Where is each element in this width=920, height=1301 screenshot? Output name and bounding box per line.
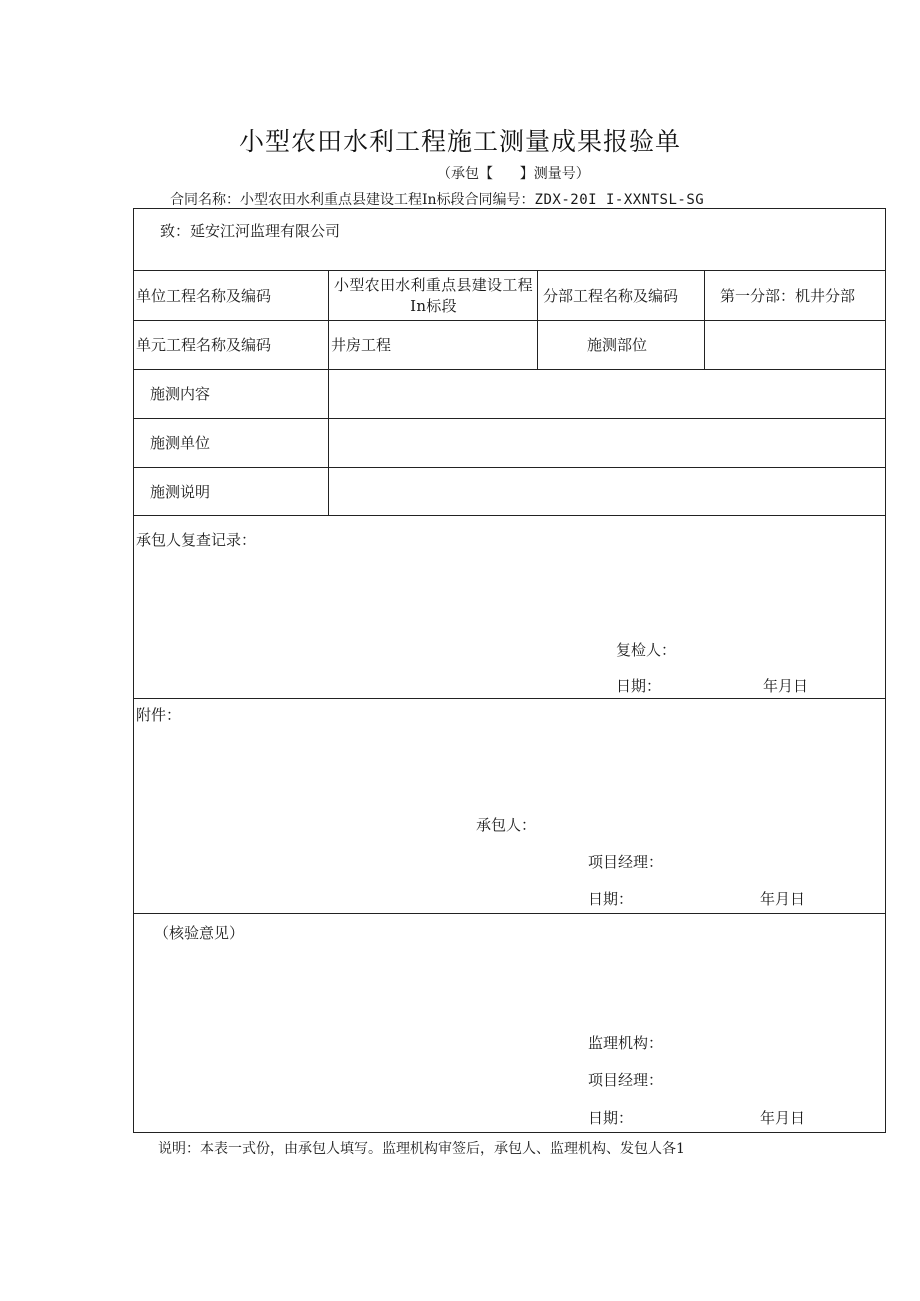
row-divider <box>134 515 885 516</box>
sub-project-value: 第一分部：机井分部 <box>720 287 856 305</box>
attachment-label: 附件： <box>136 706 182 724</box>
review-ymd: 年月日 <box>763 677 809 695</box>
form-table <box>133 208 886 1133</box>
survey-unit-label: 施测单位 <box>150 434 211 452</box>
footnote: 说明：本表一式份，由承包人填写。监理机构审签后，承包人、监理机构、发包人各1 <box>158 1141 685 1157</box>
row-divider <box>134 418 885 419</box>
attachment-manager-label: 项目经理： <box>588 853 664 871</box>
verification-manager-label: 项目经理： <box>588 1071 664 1089</box>
row-divider <box>134 369 885 370</box>
attachment-contractor-label: 承包人： <box>476 816 537 834</box>
survey-location-label: 施测部位 <box>587 336 648 354</box>
col-divider <box>328 270 329 515</box>
col-divider <box>537 270 538 369</box>
row-divider <box>134 270 885 271</box>
element-project-label: 单元工程名称及编码 <box>136 336 272 354</box>
row-divider <box>134 698 885 699</box>
form-title: 小型农田水利工程施工测量成果报验单 <box>238 127 681 156</box>
contract-label: 合同名称：小型农田水利重点县建设工程In标段合同编号： <box>170 192 535 208</box>
survey-description-label: 施测说明 <box>150 483 211 501</box>
contract-code: ZDX-20I I-XXNTSL-SG <box>534 192 705 208</box>
review-checker-label: 复检人： <box>616 641 677 659</box>
sub-project-label: 分部工程名称及编码 <box>543 287 679 305</box>
review-label: 承包人复查记录： <box>136 531 257 549</box>
unit-project-value: 小型农田水利重点县建设工程In标段 <box>334 276 533 315</box>
verification-label: （核验意见） <box>154 924 245 942</box>
attachment-ymd: 年月日 <box>760 890 806 908</box>
verification-date-label: 日期： <box>588 1109 634 1127</box>
survey-content-label: 施测内容 <box>150 385 211 403</box>
verification-ymd: 年月日 <box>760 1109 806 1127</box>
col-divider <box>704 270 705 369</box>
addressee: 致：延安江河监理有限公司 <box>160 222 341 240</box>
review-date-label: 日期： <box>616 677 662 695</box>
verification-agency-label: 监理机构： <box>588 1034 664 1052</box>
attachment-date-label: 日期： <box>588 890 634 908</box>
form-subtitle: （承包【 】测量号） <box>437 166 590 182</box>
row-divider <box>134 320 885 321</box>
row-divider <box>134 467 885 468</box>
unit-project-label: 单位工程名称及编码 <box>136 287 272 305</box>
contract-info <box>170 189 704 209</box>
row-divider <box>134 913 885 914</box>
element-project-value: 井房工程 <box>331 336 392 354</box>
